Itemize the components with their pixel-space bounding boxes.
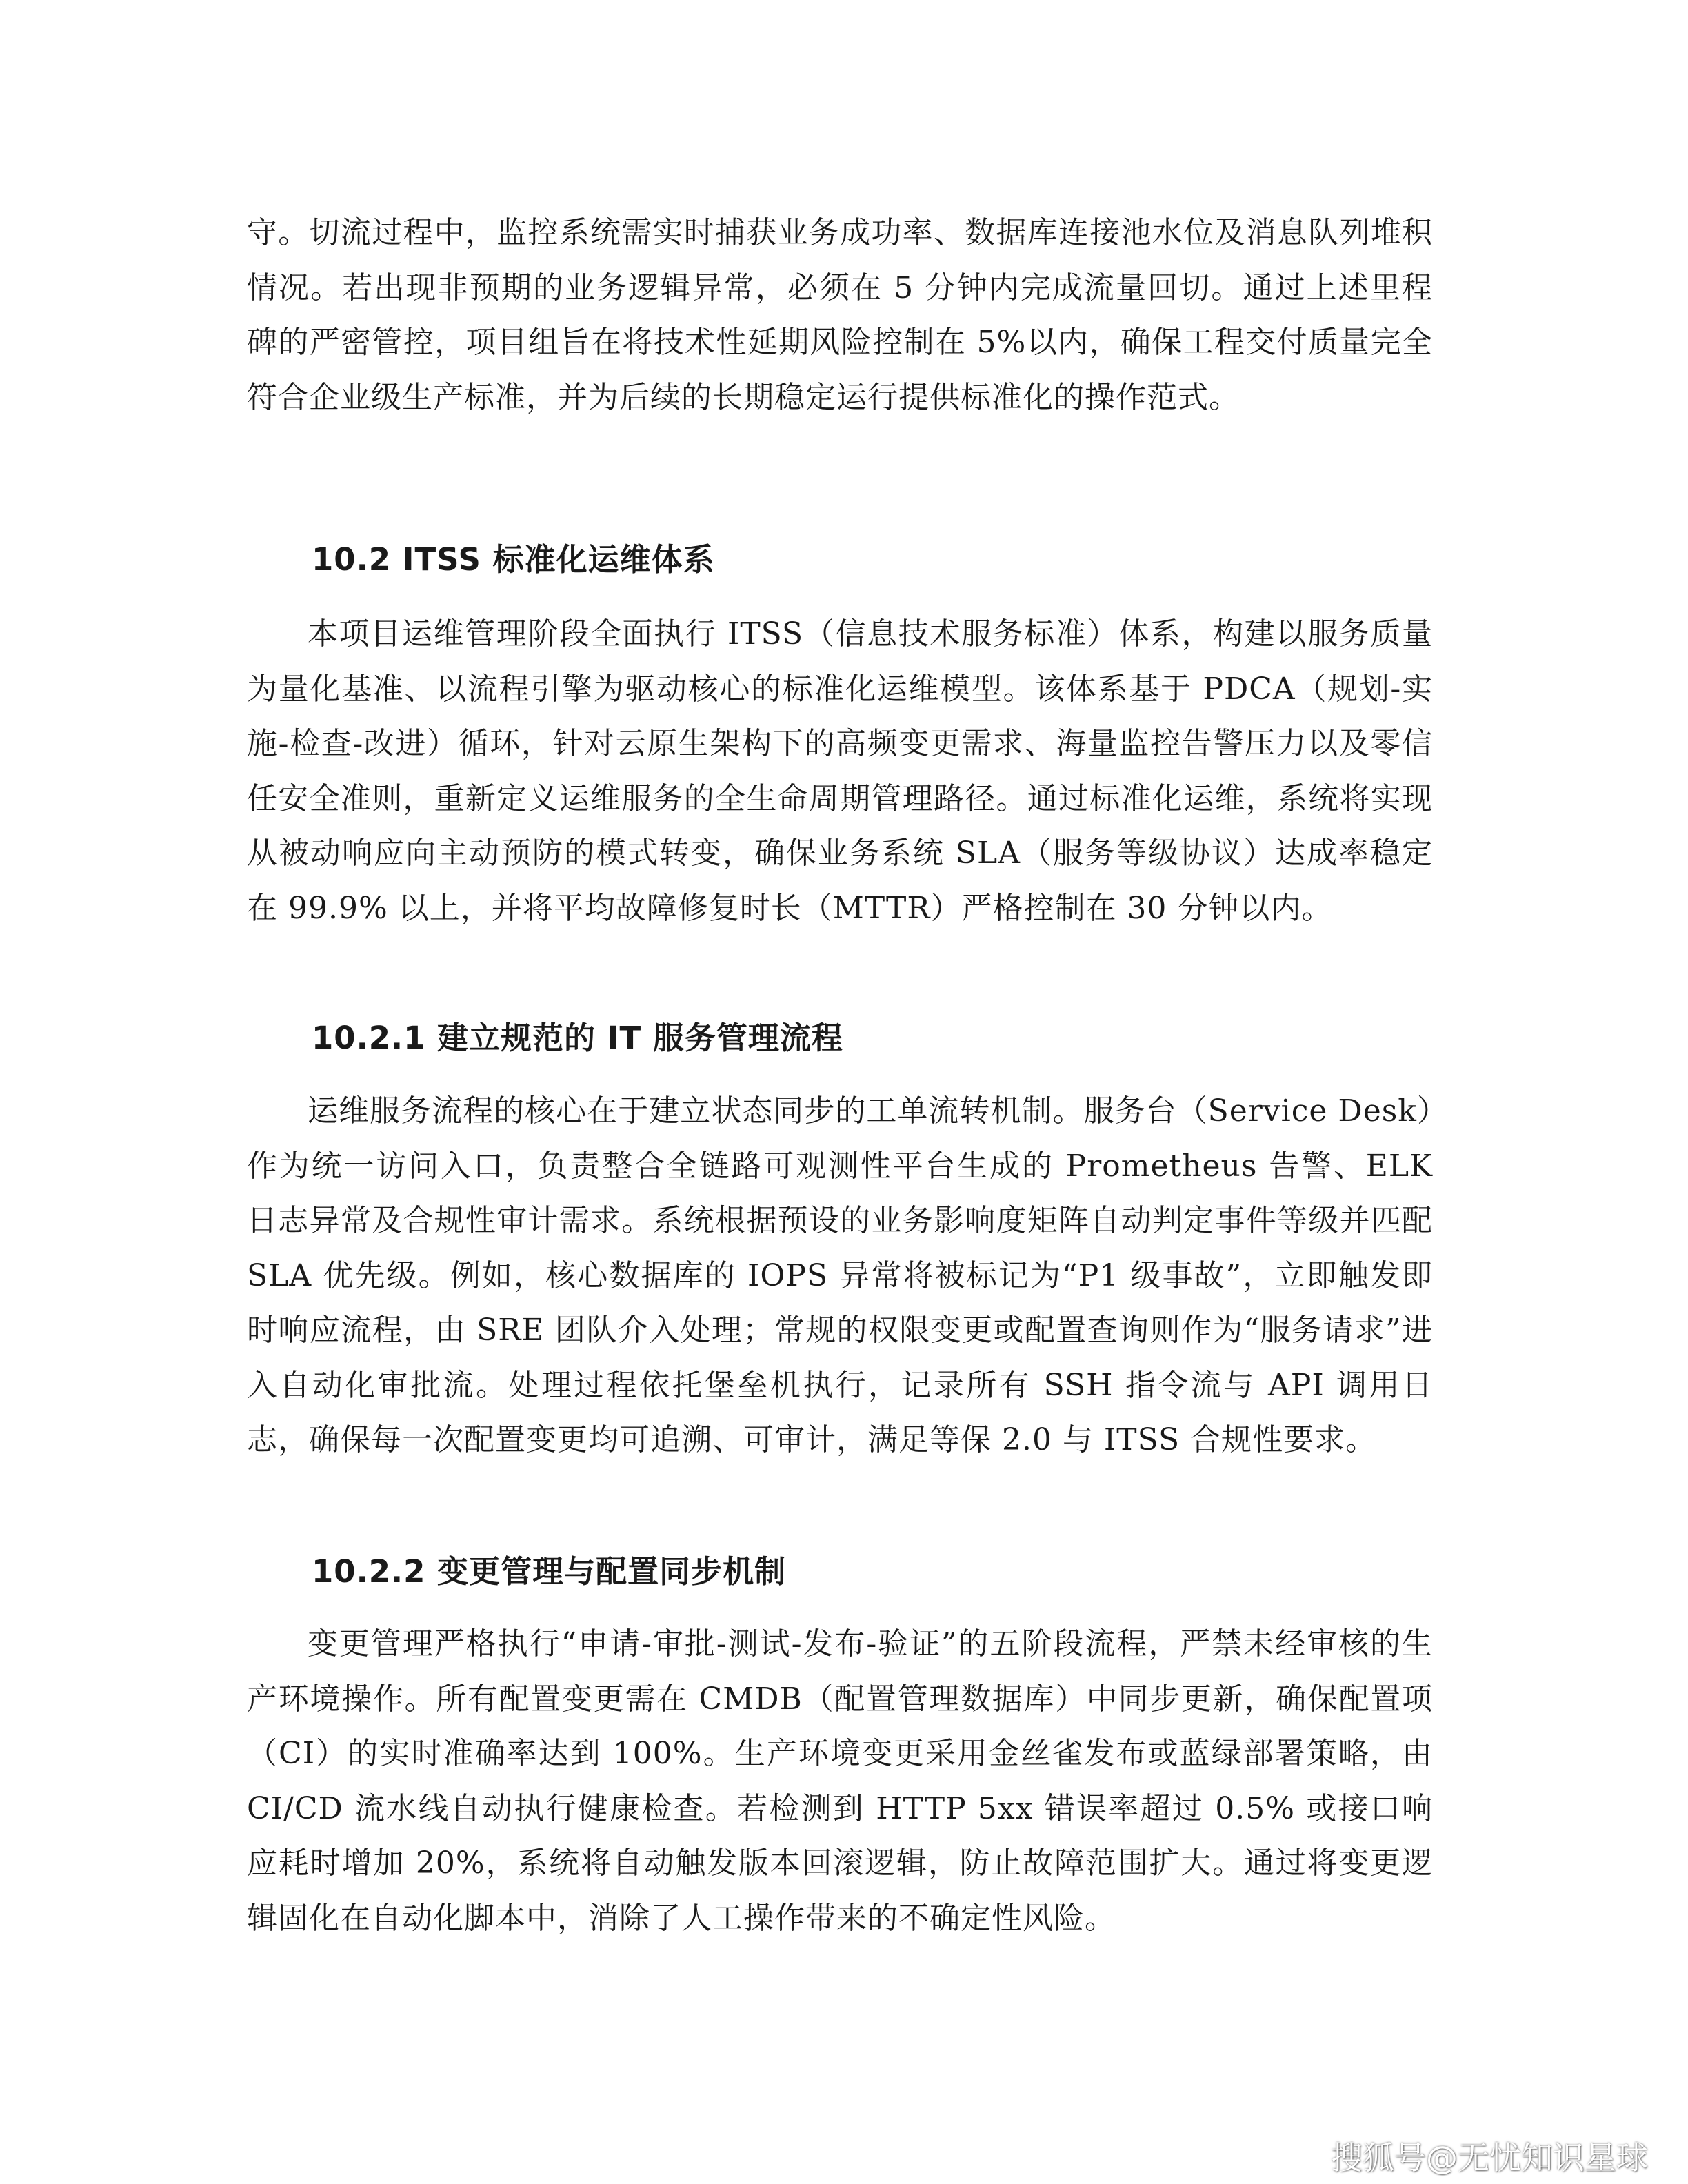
- section-heading-10-2: 10.2 ITSS 标准化运维体系: [312, 541, 715, 578]
- section-heading-10-2-1: 10.2.1 建立规范的 IT 服务管理流程: [312, 1020, 843, 1056]
- intro-paragraph: 守。切流过程中，监控系统需实时捕获业务成功率、数据库连接池水位及消息队列堆积情况。若出现非预期的业务逻辑异常，必须在 5 分钟内完成流量回切。通过上述里程碑的严密管控，项目组旨在将技术性延期风险控制在 5%以内，确保工程交付质量完全符合企业级生产标准，并为后续的长期稳定运行提供标准化的操作范式。: [247, 215, 1433, 415]
- section-heading-10-2-2: 10.2.2 变更管理与配置同步机制: [312, 1553, 787, 1590]
- section-paragraph-10-2-1: 运维服务流程的核心在于建立状态同步的工单流转机制。服务台（Service Desk）作为统一访问入口，负责整合全链路可观测性平台生成的 Prometheus 告警、ELK 日志异常及合规性审计需求。系统根据预设的业务影响度矩阵自动判定事件等级并匹配 SLA 优先级。例如，核心数据库的 IOPS 异常将被标记为“P1 级事故”，立即触发即时响应流程，由 SRE 团队介入处理；常规的权限变更或配置查询则作为“服务请求”进入自动化审批流。处理过程依托堡垒机执行，记录所有 SSH 指令流与 API 调用日志，确保每一次配置变更均可追溯、可审计，满足等保 2.0 与 ITSS 合规性要求。: [247, 1093, 1433, 1457]
- section-paragraph-10-2-2: 变更管理严格执行“申请-审批-测试-发布-验证”的五阶段流程，严禁未经审核的生产环境操作。所有配置变更需在 CMDB（配置管理数据库）中同步更新，确保配置项（CI）的实时准确率达到 100%。生产环境变更采用金丝雀发布或蓝绿部署策略，由 CI/CD 流水线自动执行健康检查。若检测到 HTTP 5xx 错误率超过 0.5% 或接口响应耗时增加 20%，系统将自动触发版本回滚逻辑，防止故障范围扩大。通过将变更逻辑固化在自动化脚本中，消除了人工操作带来的不确定性风险。: [247, 1626, 1433, 1936]
- section-paragraph-10-2: 本项目运维管理阶段全面执行 ITSS（信息技术服务标准）体系，构建以服务质量为量化基准、以流程引擎为驱动核心的标准化运维模型。该体系基于 PDCA（规划-实施-检查-改进）循环，针对云原生架构下的高频变更需求、海量监控告警压力以及零信任安全准则，重新定义运维服务的全生命周期管理路径。通过标准化运维，系统将实现从被动响应向主动预防的模式转变，确保业务系统 SLA（服务等级协议）达成率稳定在 99.9% 以上，并将平均故障修复时长（MTTR）严格控制在 30 分钟以内。: [247, 616, 1433, 926]
- watermark-text: 搜狐号@无忧知识星球: [1331, 2139, 1648, 2176]
